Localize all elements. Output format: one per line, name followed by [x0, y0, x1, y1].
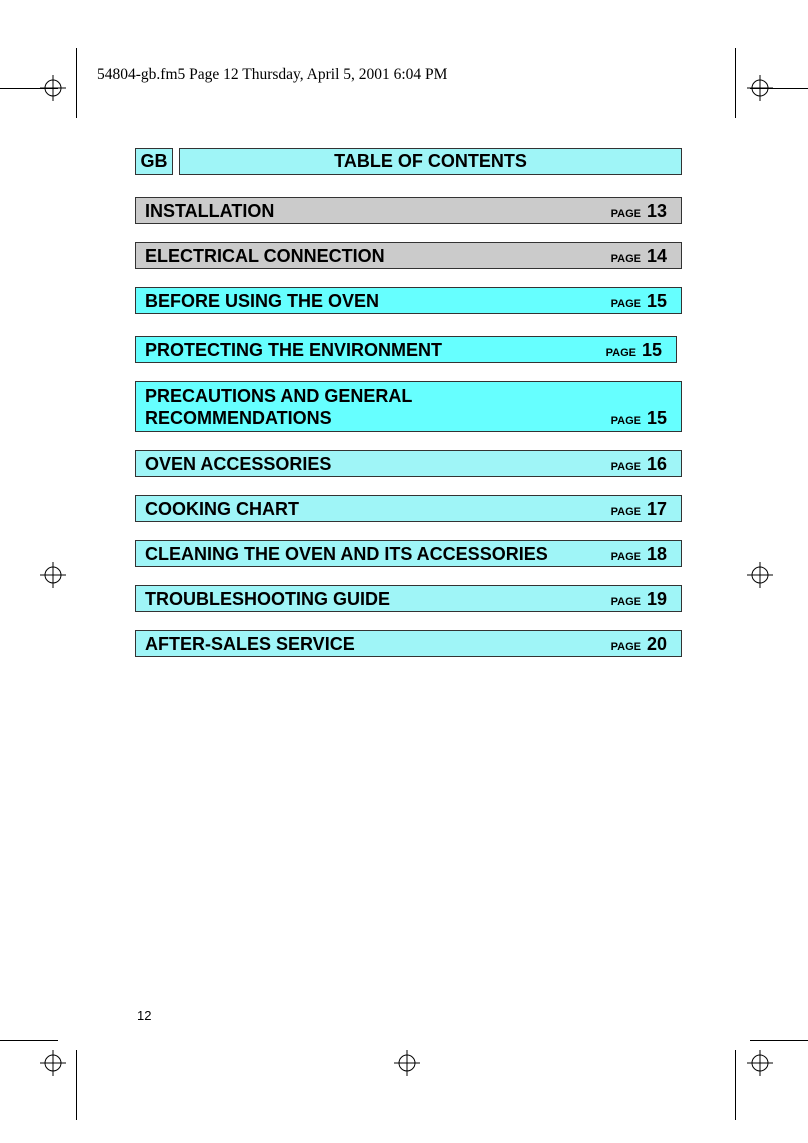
toc-entry-electrical-connection[interactable]: [135, 242, 682, 269]
page-word: PAGE: [605, 347, 636, 359]
crop-mark: [750, 1040, 808, 1041]
toc-entry-page: [611, 544, 667, 565]
print-header: 54804-gb.fm5 Page 12 Thursday, April 5, 2001 6:04 PM: [97, 66, 448, 83]
toc-entry-oven-accessories[interactable]: [135, 450, 682, 477]
toc-entry-label: AFTER-SALES SERVICE: [145, 634, 355, 654]
crop-mark: [76, 48, 77, 118]
toc-entry-installation[interactable]: [135, 197, 682, 224]
crop-mark: [735, 48, 736, 118]
page-word: PAGE: [610, 461, 641, 473]
page-word: PAGE: [610, 208, 641, 220]
toc-entry-page: [611, 589, 667, 610]
registration-mark-icon: [747, 75, 773, 101]
toc-entry-cooking-chart[interactable]: [135, 495, 682, 522]
page-ref: 16: [646, 454, 667, 474]
page-word: PAGE: [610, 551, 641, 563]
toc-entry-page: [606, 340, 662, 361]
toc-entry-label: BEFORE USING THE OVEN: [145, 291, 380, 311]
crop-mark: [0, 1040, 58, 1041]
language-badge: GB: [135, 148, 173, 175]
registration-mark-icon: [747, 1050, 773, 1076]
toc-entry-protecting-environment[interactable]: [135, 336, 677, 363]
page-word: PAGE: [610, 596, 641, 608]
registration-mark-icon: [40, 75, 66, 101]
page-ref: 17: [646, 499, 667, 519]
page-ref: 15: [641, 340, 662, 360]
toc-entry-page: [611, 291, 667, 312]
registration-mark-icon: [40, 1050, 66, 1076]
registration-mark-icon: [394, 1050, 420, 1076]
toc-entry-page: [611, 246, 667, 267]
toc-entry-troubleshooting[interactable]: [135, 585, 682, 612]
page-ref: 19: [646, 589, 667, 609]
page-ref: 18: [646, 544, 667, 564]
toc-entry-page: [611, 454, 667, 475]
page-word: PAGE: [610, 415, 641, 427]
toc-entry-label: ELECTRICAL CONNECTION: [145, 246, 385, 266]
toc-entry-cleaning[interactable]: [135, 540, 682, 567]
toc-entry-page: [611, 634, 667, 655]
toc-entry-label: INSTALLATION: [145, 201, 275, 221]
crop-mark: [76, 1050, 77, 1120]
page-ref: 13: [646, 201, 667, 221]
toc-entry-page: [611, 499, 667, 520]
toc-entry-label: TROUBLESHOOTING GUIDE: [145, 589, 391, 609]
toc-entry-label: COOKING CHART: [145, 499, 299, 519]
page-ref: 14: [646, 246, 667, 266]
toc-entry-label: OVEN ACCESSORIES: [145, 454, 332, 474]
toc-entry-label-line-2: RECOMMENDATIONS: [145, 408, 332, 428]
page-ref: 15: [646, 408, 667, 428]
toc-entry-after-sales[interactable]: [135, 630, 682, 657]
page-word: PAGE: [610, 253, 641, 265]
registration-mark-icon: [747, 562, 773, 588]
page-ref: 15: [646, 291, 667, 311]
page-word: PAGE: [610, 298, 641, 310]
toc-entry-before-using[interactable]: [135, 287, 682, 314]
toc-entry-label: PROTECTING THE ENVIRONMENT: [145, 340, 443, 360]
registration-mark-icon: [40, 562, 66, 588]
toc-entry-label: CLEANING THE OVEN AND ITS ACCESSORIES: [145, 544, 548, 564]
page-title: TABLE OF CONTENTS: [179, 148, 682, 175]
toc-entry-page: [611, 201, 667, 222]
toc-entry-precautions[interactable]: [135, 381, 682, 432]
page-word: PAGE: [610, 641, 641, 653]
toc-entry-page: [611, 408, 667, 429]
crop-mark: [735, 1050, 736, 1120]
page-number: 12: [137, 1008, 152, 1023]
toc-entry-label: PRECAUTIONS AND GENERAL: [145, 386, 413, 406]
page-word: PAGE: [610, 506, 641, 518]
page-ref: 20: [646, 634, 667, 654]
